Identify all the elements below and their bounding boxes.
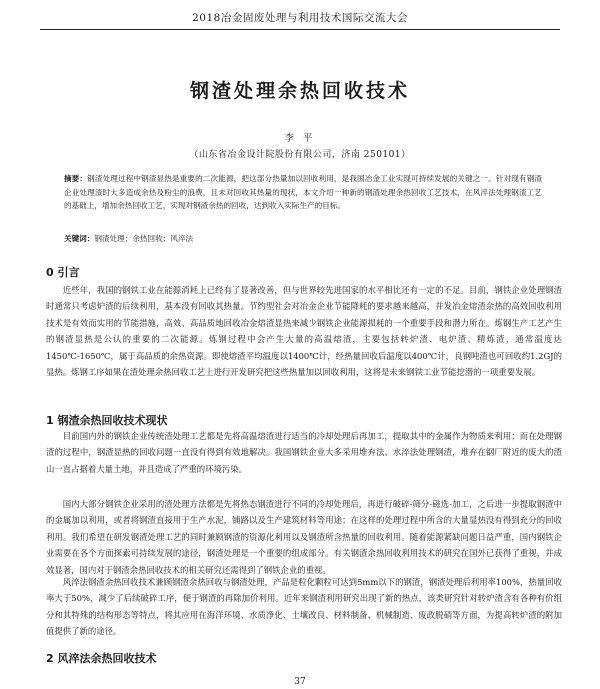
paper-title: 钢渣处理余热回收技术 <box>189 80 410 102</box>
paragraph-status-3: 风淬法钢渣余热回收技术兼顾钢渣余热回收与钢渣处理，产品是粒化颗粒可达到5mm以下的钢渣，钢渣处理后利用率100%，热量回收率大于50%，减少了后续破碎工序，便于钢渣的再除加价利用。近年来钢渣利用研究出现了新的热点，该类研究针对转炉渣含有各种有价组分和其特殊的结构形态等特点，将其应用在海洋环境、水质净化、土壤改良、材料制备、机械制造、废政脱硝等方面，为提高转炉渣的附加值提供了新的途径。 <box>46 577 562 637</box>
author-affiliation: （山东省冶金设计院股份有限公司，济南 250101） <box>189 150 411 160</box>
paragraph-status-2: 国内大部分钢铁企业采用的渣处理方法都是先将热态钢渣进行不同的冷却处理后，再进行破碎-筛分-磁选-加工，之后进一步提取钢渣中的金属加以利用，或者将钢渣直接用于生产水泥，铺路以及生产建筑材料等用途；在这样的处理过程中所含的大量显热没有得到充分的回收利用。我们希望在研发钢渣处理工艺的同时兼顾钢渣的资源化利用以及钢渣所含热量的回收利用。随着能源紧缺问题日益严重，国内钢铁企业需要在各个方面探索可持续发展的途径，钢渣处理是一个重要的组成部分。有关钢渣余热回收利用技术的研究在国外已获得了重视，并成效显著，国内对于钢渣余热回收技术的相关研究还需得到了钢铁企业的重视。 <box>46 499 562 575</box>
running-header: 2018冶金固废处理与利用技术国际交流大会 <box>40 10 560 30</box>
section-heading-status: 1 钢渣余热回收技术现状 <box>46 414 168 427</box>
section-heading-intro: 0 引言 <box>46 266 80 279</box>
abstract-label: 摘要： <box>64 174 88 183</box>
keywords-text: 钢渣处理；余热回收；风淬法 <box>94 234 194 243</box>
keywords <box>64 233 542 245</box>
abstract-text: 钢渣处理过程中钢渣显热是重要的二次能源，把这部分热量加以回收利用，是我国冶金工业实现可持续发展的关键之一。针对现有钢渣企业处理渣时大多造成余热及粉尘的浪费，且未对回收其热量的现状，本文介绍一种新的钢渣处理余热回收工艺技术，在风淬法处理钢渣工艺的基础上，增加余热回收工艺，实现对钢渣余热的回收，达到收入实际生产的目标。 <box>64 174 542 210</box>
paragraph-intro: 近些年，我国的钢铁工业在能源消耗上已经有了显著改善，但与世界较先进国家的水平相比还有一定的不足。目前，钢铁企业处理钢渣时通常只考虑炉渣的后续利用，基本没有回收其热量。节约型社会对冶金企业节能降耗的要求越来越高，并发冶金熔渣余热的高效回收利用技术是有效而实用的节能措施，高效、高品质地回收冶金熔渣显热来减少钢铁企业能源损耗的一个重要手段和潜力所在。炼钢生产工艺产生的钢渣显热是公认的重要的二次能源。炼钢过程中会产生大量的高温熔渣，主要包括转炉渣、电炉渣、精炼渣，通常温度达1450℃-1650℃，属于高品质的余热资源。即使熔渣平均温度以1400℃计，经热量回收后温度以400℃计，良钢吨渣也可回收约1.2GJ的显热。炼钢工序如果在渣处理余热回收工艺上进行开发研究把这些热量加以回收利用，这将是未来钢铁工业节能挖潜的一项重要发展。 <box>46 285 562 378</box>
paragraph-status-1: 目前国内外的钢铁企业传统渣处理工艺都是先将高温熔渣进行适当的冷却处理后再加工，提取其中的金属作为物质来利用；而在处理钢渣的过程中，钢渣显热的回收问题一直没有得到有效地解决。我国钢铁企业大多采用堆弃法、水淬法处理钢渣，堆弃在钢厂附近的废大的渣山一直占据着大量土地，并且造成了严重的环境污染。 <box>46 431 562 474</box>
keywords-label: 关键词： <box>64 234 95 243</box>
abstract <box>64 172 542 213</box>
page-number: 37 <box>294 677 306 687</box>
author-name: 李 平 <box>284 133 316 144</box>
section-heading-method: 2 风淬法余热回收技术 <box>46 652 157 665</box>
